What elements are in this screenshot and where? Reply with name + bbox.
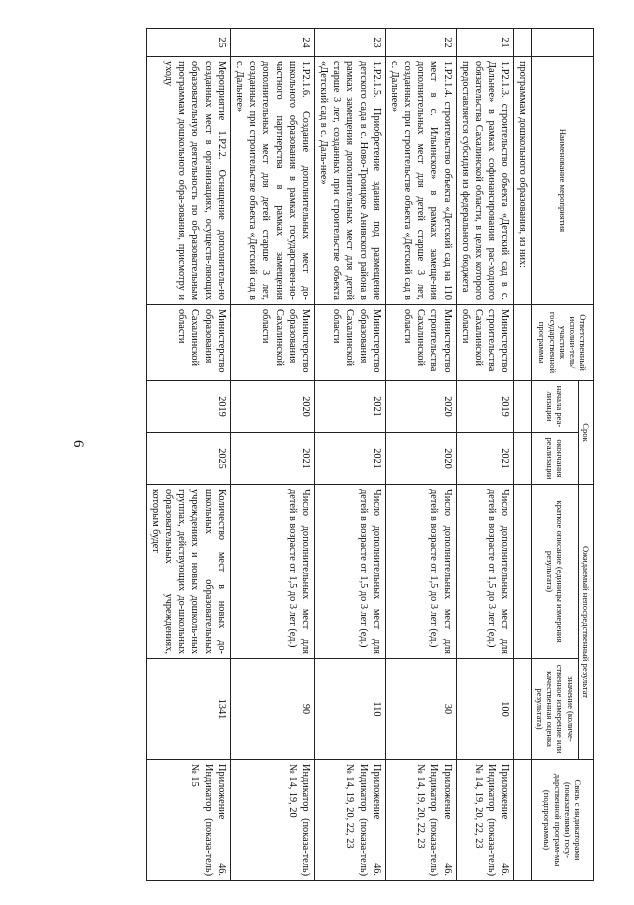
- activity-name: 1.Р2.1.3. строительство объекта «Детский сад в с. Дальнее» в рамках софинансирования рас-ходного обязательства Сахалинской области, в целях которого предоставляется субсидия из федерального бюджета: [456, 57, 514, 305]
- end-year: 2020: [385, 433, 456, 485]
- page-number: 6: [70, 440, 86, 448]
- start-year: 2021: [314, 381, 385, 433]
- responsible: Министерство строительства Сахалинской области: [456, 305, 514, 381]
- row-number: 24: [230, 29, 314, 57]
- result-value: 100: [456, 659, 514, 760]
- row-number: 23: [314, 29, 385, 57]
- result-description: Число дополнительных мест для детей в возрасте от 1,5 до 3 лет (ед.): [314, 485, 385, 659]
- table-row: [385, 29, 456, 881]
- responsible: Министерство образования Сахалинской области: [146, 305, 230, 381]
- header-start: начала реа-лизации: [532, 381, 578, 433]
- activities-table: [146, 28, 594, 881]
- row-number: 21: [456, 29, 514, 57]
- header-result-desc: краткое описание (единицы измерения результата): [532, 485, 578, 659]
- responsible: Министерство образования Сахалинской области: [314, 305, 385, 381]
- header-result-value: значение (количе-ственное измерение или качественная оценка результата): [532, 659, 578, 760]
- start-year: 2019: [146, 381, 230, 433]
- header-link: Связь с индикаторами (показателями) госу-дарственной програм-мы (подпрограммы): [532, 760, 594, 881]
- activity-name: 1.Р2.1.5. Приобретение здания под размещение детского сада в с. Ново-Троицкое Анивского района в рамках замещения дополнительных мест для детей старше 3 лет, созданных при строительстве объекта «Детский сад в с. Даль-нее»: [314, 57, 385, 305]
- result-description: Число дополнительных мест для детей в возрасте от 1,5 до 3 лет (ед.): [230, 485, 314, 659]
- activity-name: 1.Р2.1.6. Создание дополнительных мест до-школьного образования в рамках государствен-но-частного партнерства в рамках замещения дополнительных мест для детей старше 3 лет, созданных при строительстве объекта «Детский сад в с. Дальнее»: [230, 57, 314, 305]
- result-description: Число дополнительных мест для детей в возрасте от 1,5 до 3 лет (ед.): [456, 485, 514, 659]
- intro-row: [514, 29, 532, 881]
- result-description: Количество мест в новых до-школьных образовательных учреждениях и новых дошколь-ных группах, действующих до-школьных образовательных учреждениях, которым будет: [146, 485, 230, 659]
- header-name: Наименование мероприятия: [532, 57, 594, 305]
- header-period: Срок: [578, 381, 593, 485]
- end-year: 2021: [230, 433, 314, 485]
- end-year: 2021: [314, 433, 385, 485]
- responsible: Министерство образования Сахалинской области: [230, 305, 314, 381]
- header-end: окончания реализации: [532, 433, 578, 485]
- header-row: [578, 29, 593, 881]
- result-value: 110: [314, 659, 385, 760]
- row-number: 25: [146, 29, 230, 57]
- end-year: 2025: [146, 433, 230, 485]
- table-row: [146, 29, 230, 881]
- table-row: [314, 29, 385, 881]
- header-responsible: Ответственный исполни-тель/участник государственной программы: [532, 305, 594, 381]
- header-result: Ожидаемый непосредственный результат: [578, 485, 593, 760]
- table-row: [456, 29, 514, 881]
- indicator-link: Приложение 46. Индикатор (показа-тель) № 14, 19, 20, 22, 23: [456, 760, 514, 881]
- row-number: 22: [385, 29, 456, 57]
- responsible: Министерство строительства Сахалинской области: [385, 305, 456, 381]
- result-description: Число дополнительных мест для детей в возрасте от 1,5 до 3 лет (ед.): [385, 485, 456, 659]
- activity-name: 1.Р2.1.4. строительство объекта «Детский сад на 110 мест в с. Ильинское» в рамках замеще-ния дополнительных мест для детей старше 3 лет, созданных при строительстве объекта «Детский сад в с. Дальнее»: [385, 57, 456, 305]
- end-year: 2021: [456, 433, 514, 485]
- indicator-link: Приложение 46. Индикатор (показа-тель) № 15: [146, 760, 230, 881]
- indicator-link: Приложение 46. Индикатор (показа-тель) № 14, 19, 20, 22, 23: [385, 760, 456, 881]
- result-value: 30: [385, 659, 456, 760]
- table-row: [230, 29, 314, 881]
- indicator-link: Приложение 46. Индикатор (показа-тель) № 14, 19, 20, 22, 23: [314, 760, 385, 881]
- result-value: 1341: [146, 659, 230, 760]
- header-number: [532, 29, 594, 57]
- start-year: 2019: [456, 381, 514, 433]
- start-year: 2020: [230, 381, 314, 433]
- activity-name: Мероприятие 1.Р2.2. Оснащение дополнитель-но созданных мест в организациях, осуществ-ляющих образовательную деятельность по об-разовательным программам дошкольного обра-зования, присмотру и уходу: [146, 57, 230, 305]
- result-value: 90: [230, 659, 314, 760]
- indicator-link: Индикатор (показа-тель) № 14, 19, 20: [230, 760, 314, 881]
- intro-text: программам дошкольного образования, из них:: [514, 57, 532, 305]
- start-year: 2020: [385, 381, 456, 433]
